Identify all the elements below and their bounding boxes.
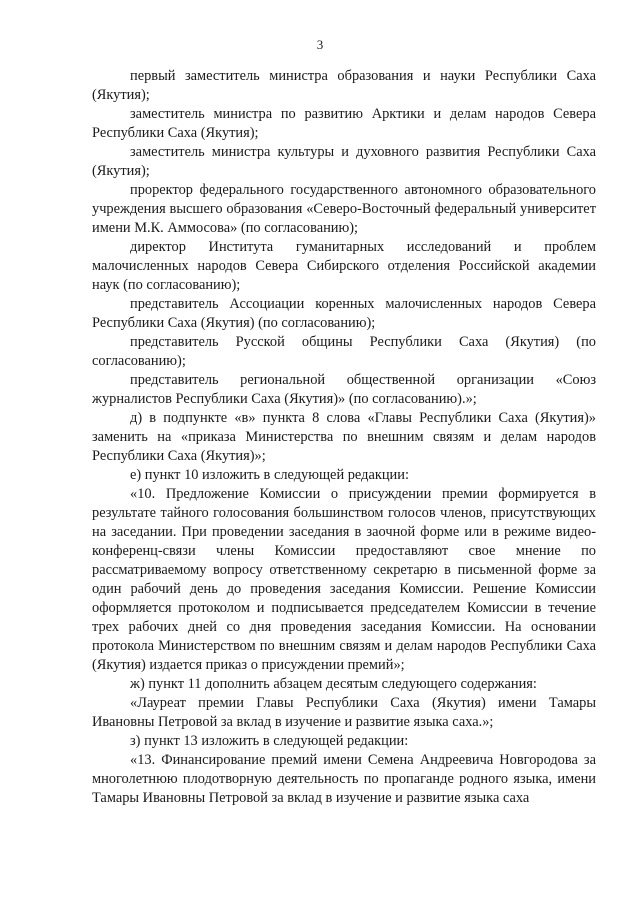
paragraph: первый заместитель министра образования и науки Республики Саха (Якутия);: [92, 68, 596, 103]
paragraph: заместитель министра по развитию Арктики и делам народов Севера Республики Саха (Якутия);: [92, 106, 596, 141]
page-number: 3: [316, 37, 324, 52]
paragraph: «10. Предложение Комиссии о присуждении премии формируется в результате тайного голосования большинством голосов членов, присутствующих на заседании. При проведении заседания в заочной форме или в режиме видео-конференц-связи члены Комиссии предоставляют свое мнение по рассматриваемому вопросу ответственному секретарю в письменной форме за один рабочий день до проведения заседания Комиссии. Решение Комиссии оформляется протоколом и подписывается председателем Комиссии в течение трех рабочих дней со дня проведения заседания Комиссии. На основании протокола Министерством по внешним связям и делам народов Республики Саха (Якутия) издается приказ о присуждении премий»;: [92, 486, 596, 673]
paragraph: «Лауреат премии Главы Республики Саха (Якутия) имени Тамары Ивановны Петровой за вклад в изучение и развитие языка саха.»;: [92, 695, 596, 730]
document-body: [92, 67, 596, 808]
paragraph: директор Института гуманитарных исследований и проблем малочисленных народов Севера Сибирского отделения Российской академии наук (по согласованию);: [92, 239, 596, 293]
paragraph: з) пункт 13 изложить в следующей редакции:: [130, 733, 409, 749]
paragraph: проректор федерального государственного автономного образовательного учреждения высшего образования «Северо-Восточный федеральный университет имени М.К. Аммосова» (по согласованию);: [92, 182, 596, 236]
paragraph: «13. Финансирование премий имени Семена Андреевича Новгородова за многолетнюю плодотворную деятельность по пропаганде родного языка, имени Тамары Ивановны Петровой за вклад в изучение и развитие языка саха: [92, 752, 596, 806]
paragraph: представитель региональной общественной организации «Союз журналистов Республики Саха (Якутия)» (по согласованию).»;: [92, 372, 596, 407]
paragraph: представитель Ассоциации коренных малочисленных народов Севера Республики Саха (Якутия) (по согласованию);: [92, 296, 596, 331]
paragraph: ж) пункт 11 дополнить абзацем десятым следующего содержания:: [130, 676, 537, 692]
paragraph: д) в подпункте «в» пункта 8 слова «Главы Республики Саха (Якутия)» заменить на «приказа Министерства по внешним связям и делам народов Республики Саха (Якутия)»;: [92, 410, 596, 464]
paragraph: представитель Русской общины Республики Саха (Якутия) (по согласованию);: [92, 334, 596, 369]
paragraph: е) пункт 10 изложить в следующей редакции:: [130, 467, 409, 483]
paragraph: заместитель министра культуры и духовного развития Республики Саха (Якутия);: [92, 144, 596, 179]
